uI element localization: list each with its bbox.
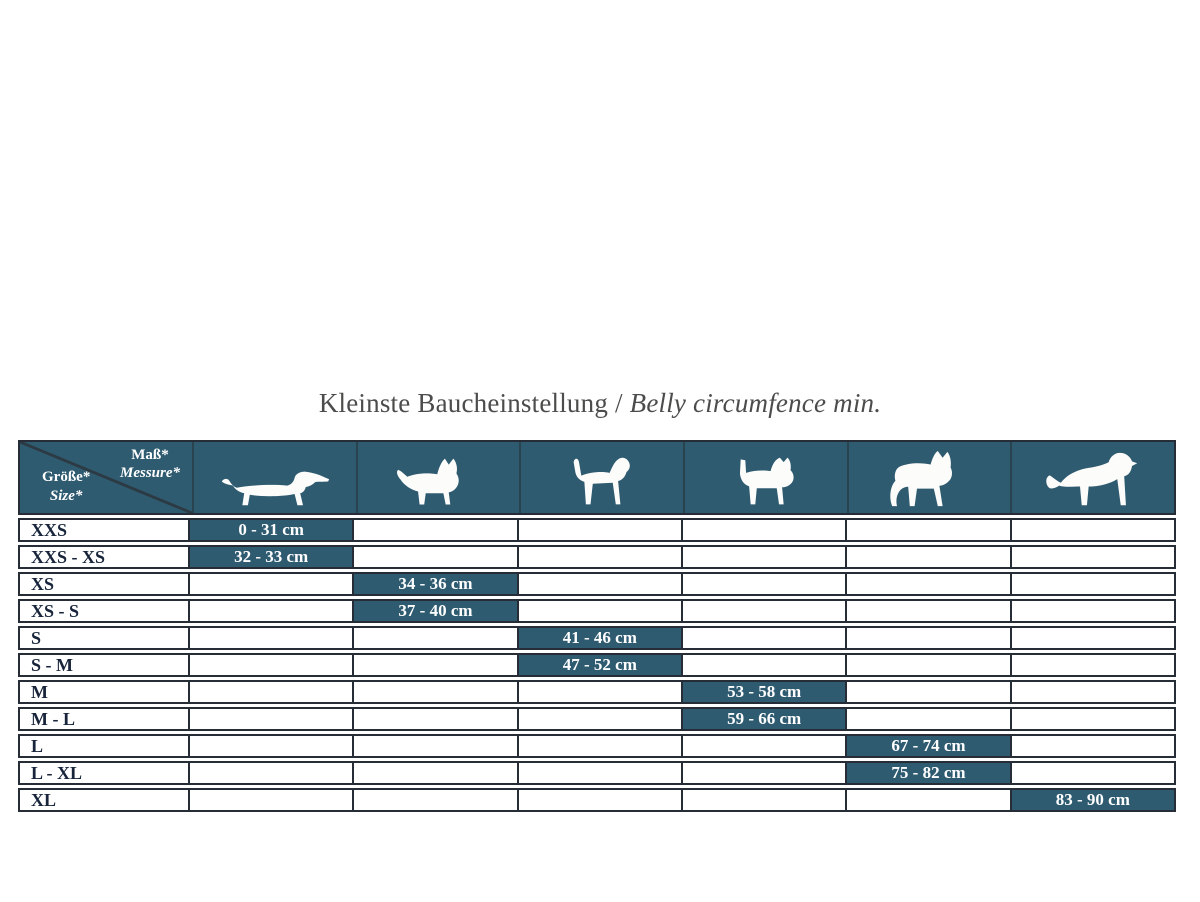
table-row: [18, 626, 1176, 650]
empty-cell: [1010, 680, 1176, 704]
empty-cell: [845, 680, 1011, 704]
size-label: XL: [18, 788, 190, 812]
measurement-cell: 32 - 33 cm: [188, 545, 354, 569]
empty-cell: [517, 788, 683, 812]
empty-cell: [188, 788, 354, 812]
size-label: XS: [18, 572, 190, 596]
empty-cell: [681, 518, 847, 542]
empty-cell: [188, 572, 354, 596]
empty-cell: [352, 680, 518, 704]
title-german: Kleinste Baucheinstellung /: [318, 388, 623, 418]
size-label: L - XL: [18, 761, 190, 785]
measure-label-en: Messure*: [119, 465, 180, 481]
size-label-de: Größe*: [42, 469, 91, 485]
empty-cell: [352, 734, 518, 758]
empty-cell: [352, 761, 518, 785]
empty-cell: [188, 599, 354, 623]
table-row: [18, 572, 1176, 596]
measurement-cell: 75 - 82 cm: [845, 761, 1011, 785]
small-terrier-icon: [392, 456, 484, 508]
medium-dog-icon: [556, 454, 648, 508]
empty-cell: [681, 761, 847, 785]
measurement-cell: 47 - 52 cm: [517, 653, 683, 677]
empty-cell: [352, 788, 518, 812]
table-row: [18, 599, 1176, 623]
empty-cell: [517, 518, 683, 542]
measurement-cell: 34 - 36 cm: [352, 572, 518, 596]
measurement-cell: 67 - 74 cm: [845, 734, 1011, 758]
empty-cell: [517, 599, 683, 623]
column-header-medium-dog: [519, 442, 683, 513]
empty-cell: [352, 626, 518, 650]
empty-cell: [1010, 707, 1176, 731]
empty-cell: [188, 734, 354, 758]
table-body: [18, 518, 1176, 812]
size-label: XXS: [18, 518, 190, 542]
empty-cell: [681, 599, 847, 623]
column-header-dachshund: [192, 442, 356, 513]
table-row: [18, 518, 1176, 542]
empty-cell: [1010, 518, 1176, 542]
table-header-row: [18, 440, 1176, 515]
empty-cell: [352, 653, 518, 677]
empty-cell: [681, 572, 847, 596]
empty-cell: [1010, 734, 1176, 758]
schnauzer-icon: [720, 454, 812, 508]
table-row: [18, 545, 1176, 569]
measurement-cell: 0 - 31 cm: [188, 518, 354, 542]
table-row: [18, 707, 1176, 731]
measure-label-de: Maß*: [131, 447, 169, 463]
size-label: S: [18, 626, 190, 650]
empty-cell: [188, 707, 354, 731]
size-table: [18, 440, 1176, 815]
table-row: [18, 680, 1176, 704]
column-header-husky: [847, 442, 1011, 513]
empty-cell: [188, 680, 354, 704]
measurement-cell: 41 - 46 cm: [517, 626, 683, 650]
empty-cell: [845, 707, 1011, 731]
empty-cell: [681, 626, 847, 650]
table-row: [18, 788, 1176, 812]
empty-cell: [352, 518, 518, 542]
husky-icon: [881, 450, 977, 508]
empty-cell: [1010, 653, 1176, 677]
empty-cell: [517, 680, 683, 704]
size-label: L: [18, 734, 190, 758]
empty-cell: [1010, 545, 1176, 569]
measurement-cell: 59 - 66 cm: [681, 707, 847, 731]
empty-cell: [188, 626, 354, 650]
measure-header: [120, 446, 180, 482]
empty-cell: [845, 626, 1011, 650]
empty-cell: [1010, 599, 1176, 623]
empty-cell: [845, 788, 1011, 812]
table-row: [18, 734, 1176, 758]
size-label: XS - S: [18, 599, 190, 623]
title-english: Belly circumfence min.: [629, 388, 882, 418]
size-label: S - M: [18, 653, 190, 677]
column-header-schnauzer: [683, 442, 847, 513]
empty-cell: [1010, 626, 1176, 650]
size-label: M: [18, 680, 190, 704]
size-label-en: Size*: [49, 488, 83, 504]
table-row: [18, 761, 1176, 785]
empty-cell: [517, 734, 683, 758]
dachshund-icon: [219, 466, 331, 508]
corner-cell: [20, 442, 192, 513]
measurement-cell: 37 - 40 cm: [352, 599, 518, 623]
empty-cell: [845, 599, 1011, 623]
empty-cell: [1010, 761, 1176, 785]
empty-cell: [845, 572, 1011, 596]
empty-cell: [681, 653, 847, 677]
empty-cell: [517, 761, 683, 785]
size-label: XXS - XS: [18, 545, 190, 569]
measurement-cell: 83 - 90 cm: [1010, 788, 1176, 812]
empty-cell: [352, 707, 518, 731]
empty-cell: [1010, 572, 1176, 596]
empty-cell: [517, 572, 683, 596]
size-header: [42, 468, 90, 506]
empty-cell: [681, 545, 847, 569]
empty-cell: [845, 545, 1011, 569]
size-label: M - L: [18, 707, 190, 731]
empty-cell: [681, 734, 847, 758]
column-header-small-terrier: [356, 442, 520, 513]
empty-cell: [517, 707, 683, 731]
empty-cell: [681, 788, 847, 812]
column-header-great-dane: [1010, 442, 1174, 513]
empty-cell: [352, 545, 518, 569]
empty-cell: [188, 761, 354, 785]
table-row: [18, 653, 1176, 677]
great-dane-icon: [1041, 452, 1145, 508]
empty-cell: [188, 653, 354, 677]
measurement-cell: 53 - 58 cm: [681, 680, 847, 704]
empty-cell: [845, 518, 1011, 542]
page-title: [0, 388, 1200, 419]
empty-cell: [517, 545, 683, 569]
empty-cell: [845, 653, 1011, 677]
